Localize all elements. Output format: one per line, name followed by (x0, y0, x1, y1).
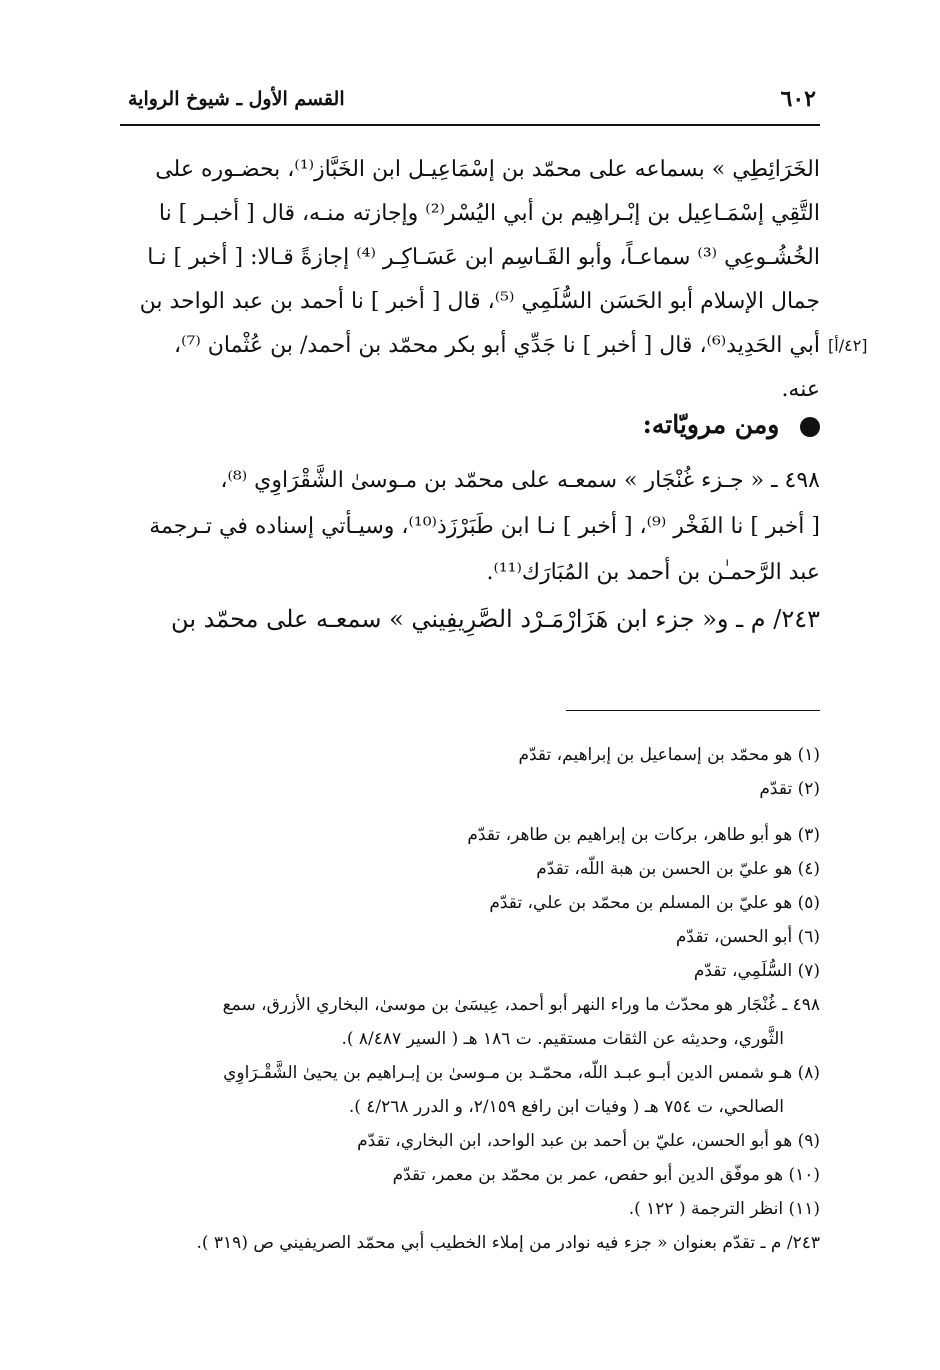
section-heading (560, 410, 820, 450)
entry-243 (122, 596, 820, 642)
footnote: ٢٤٣/ م ـ تقدّم بعنوان « جزء فيه نوادر من إملاء الخطيب أبي محمّد الصريفيني ص (٣١٩ ). (196, 1233, 820, 1253)
paragraph-line: التَّقِي إسْمَـاعِيل بن إبْـراهِيم بن أبي اليُسْر⁽²⁾ وإجازته منـه، قال [ أخبـر ] نا (158, 201, 820, 226)
footnote: (٢) تقدّم (759, 779, 820, 799)
paragraph-line: الخَرَائِطِي » بسماعه على محمّد بن إسْمَاعِيـل ابن الخَبَّاز⁽¹⁾، بحضـوره على (155, 157, 820, 182)
running-title: القسم الأول ـ شيوخ الرواية (128, 88, 345, 110)
footnote: (١) هو محمّد بن إسماعيل بن إبراهيم، تقدّم (518, 745, 820, 765)
footnote: (٥) هو عليّ بن المسلم بن محمّد بن علي، تقدّم (489, 893, 820, 913)
footnote: (١١) انظر الترجمة ( ١٢٢ ). (628, 1199, 820, 1219)
margin-folio-reference: [٤٢/أ] (828, 336, 868, 355)
footnote-divider (566, 710, 820, 711)
footnote: (٨) هـو شمس الدين أبـو عبـد اللّه، محمّـد بن مـوسىٰ بن إبـراهيم بن يحيىٰ الشَّقْـرَاوِي (223, 1063, 820, 1083)
section-title: ومن مرويّاته: (642, 410, 780, 439)
entry-line: [ أخبر ] نا الفَخْر ⁽⁹⁾، [ أخبر ] نـا ابن طَبَرْزَذ⁽¹⁰⁾، وسيـأتي إسناده في تـرجمة (149, 514, 820, 539)
footnote: (٣) هو أبو طاهر، بركات بن إبراهيم بن طاهر، تقدّم (467, 825, 820, 845)
footnote: (٩) هو أبو الحسن، عليّ بن أحمد بن عبد الواحد، ابن البخاري، تقدّم (357, 1131, 820, 1151)
paragraph-line: جمال الإسلام أبو الحَسَن السُّلَمِي ⁽⁵⁾، قال [ أخبر ] نا أحمد بن عبد الواحد بن (139, 289, 820, 314)
entry-498 (122, 458, 820, 596)
entry-line: ٢٤٣/ م ـ و« جزء ابن هَزَارْمَـرْد الصَّرِيفِيني » سمعـه على محمّد بن (171, 605, 820, 633)
bullet-icon (800, 417, 820, 437)
paragraph-line: الخُشُـوعِي ⁽³⁾ سماعـاً، وأبو القَـاسِم ابن عَسَـاكِـر ⁽⁴⁾ إجازةً قـالا: [ أخبر ] نـا (147, 245, 820, 270)
footnote: (٦) أبو الحسن، تقدّم (675, 927, 820, 947)
main-paragraph (122, 148, 820, 412)
footnote-continuation: الصالحي، ت ٧٥٤ هـ ( وفيات ابن رافع ٢/١٥٩، و الدرر ٤/٢٦٨ ). (348, 1097, 784, 1117)
paragraph-line: أبي الحَدِيد⁽⁶⁾، قال [ أخبر ] نا جَدِّي أبو بكر محمّد بن أحمد/ بن عُثْمان ⁽⁷⁾، (174, 333, 820, 358)
page-header (120, 84, 820, 126)
page-number: ٦٠٢ (780, 86, 816, 112)
footnote: (٧) السُّلَمِي، تقدّم (693, 961, 820, 981)
footnote: (٤) هو عليّ بن الحسن بن هبة اللّه، تقدّم (536, 859, 820, 879)
paragraph-line: عنه. (781, 377, 820, 402)
footnote: ٤٩٨ ـ غُنْجَار هو محدّث ما وراء النهر أبو أحمد، عِيسَىٰ بن موسىٰ، البخاري الأزرق، سمع (222, 995, 820, 1015)
footnote: (١٠) هو موفّق الدين أبو حفص، عمر بن محمّد بن معمر، تقدّم (392, 1165, 820, 1185)
footnote-gap (118, 806, 820, 818)
footnotes (118, 738, 820, 1260)
entry-line: عبد الرَّحمـٰن بن أحمد بن المُبَارَك⁽¹¹⁾. (486, 560, 820, 585)
footnote-continuation: الثَّوري، وحديثه عن الثقات مستقيم. ت ١٨٦ هـ ( السير ٨/٤٨٧ ). (341, 1029, 784, 1049)
entry-line: ٤٩٨ ـ « جـزء غُنْجَار » سمعـه على محمّد بن مـوسىٰ الشَّقْرَاوِي ⁽⁸⁾، (220, 468, 820, 493)
